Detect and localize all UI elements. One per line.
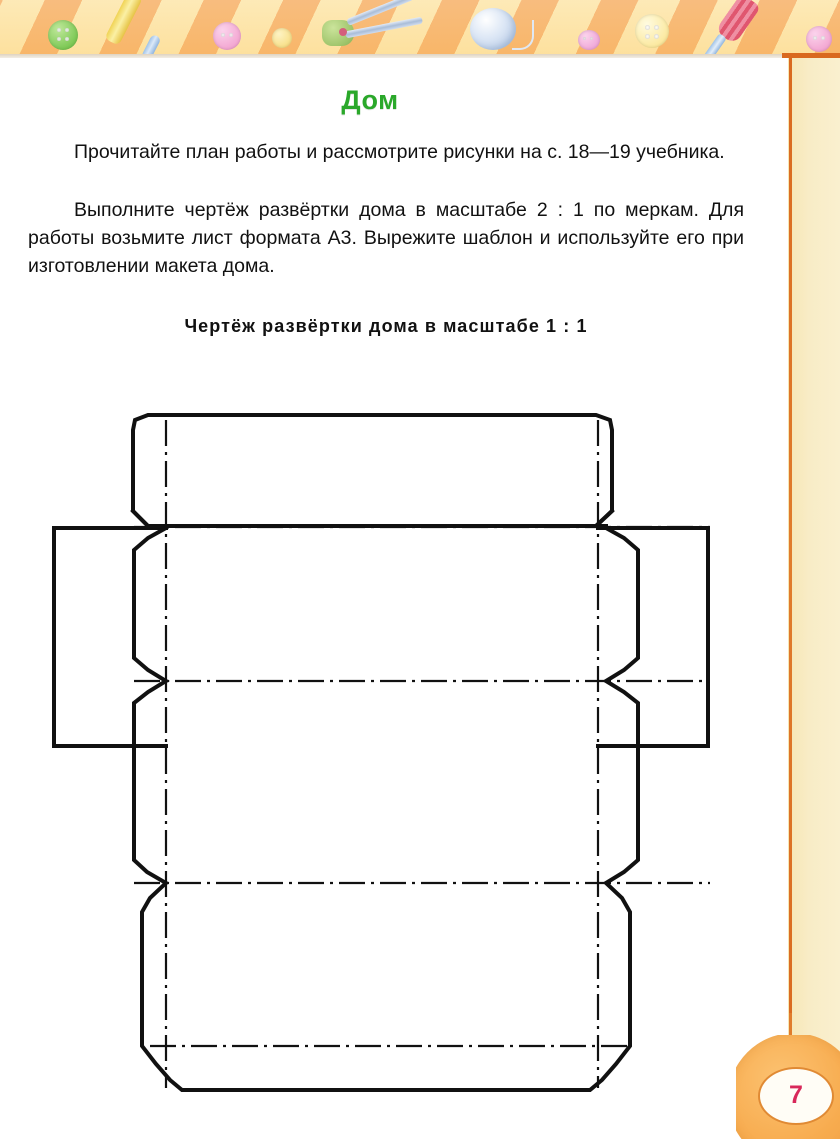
page-number-badge [736, 1035, 840, 1139]
left-body-contour [133, 511, 638, 1090]
small-pink-button-icon [578, 30, 600, 50]
compass-pivot-icon [339, 28, 347, 36]
left-side-flap-outline [54, 528, 166, 746]
fold-lines-group [134, 420, 710, 1088]
page-title: Дом [341, 85, 399, 115]
large-yellow-button-icon [635, 14, 669, 48]
right-margin-band [788, 58, 840, 1139]
page-number: 7 [789, 1080, 803, 1109]
instruction-paragraph-2: Выполните чертёж развёртки дома в масштабе 2 : 1 по меркам. Для работы возьмите лист формата А3. Вырежите шаблон и используйте его при изготовлении макета дома. [28, 199, 744, 277]
drawing-caption: Чертёж развёртки дома в масштабе 1 : 1 [184, 316, 588, 336]
yellow-button-icon [272, 28, 292, 48]
yarn-ball-icon [470, 8, 516, 50]
right-side-flap-outline [598, 528, 708, 746]
house-net-drawing [10, 358, 770, 1118]
border-bottom-accent [782, 53, 840, 58]
pink-button-icon [213, 22, 241, 50]
green-button-icon [48, 20, 78, 50]
cut-outline-group [54, 415, 708, 1090]
edge-pink-button-icon [806, 26, 832, 52]
house-net-svg [10, 358, 770, 1118]
top-flap-outline [133, 415, 612, 526]
badge-oval [758, 1067, 834, 1125]
right-margin-rule [789, 58, 792, 1063]
decorative-top-border [0, 0, 840, 58]
instruction-paragraph-1: Прочитайте план работы и рассмотрите рисунки на с. 18—19 учебника. [74, 141, 725, 163]
page-content [0, 58, 789, 1139]
